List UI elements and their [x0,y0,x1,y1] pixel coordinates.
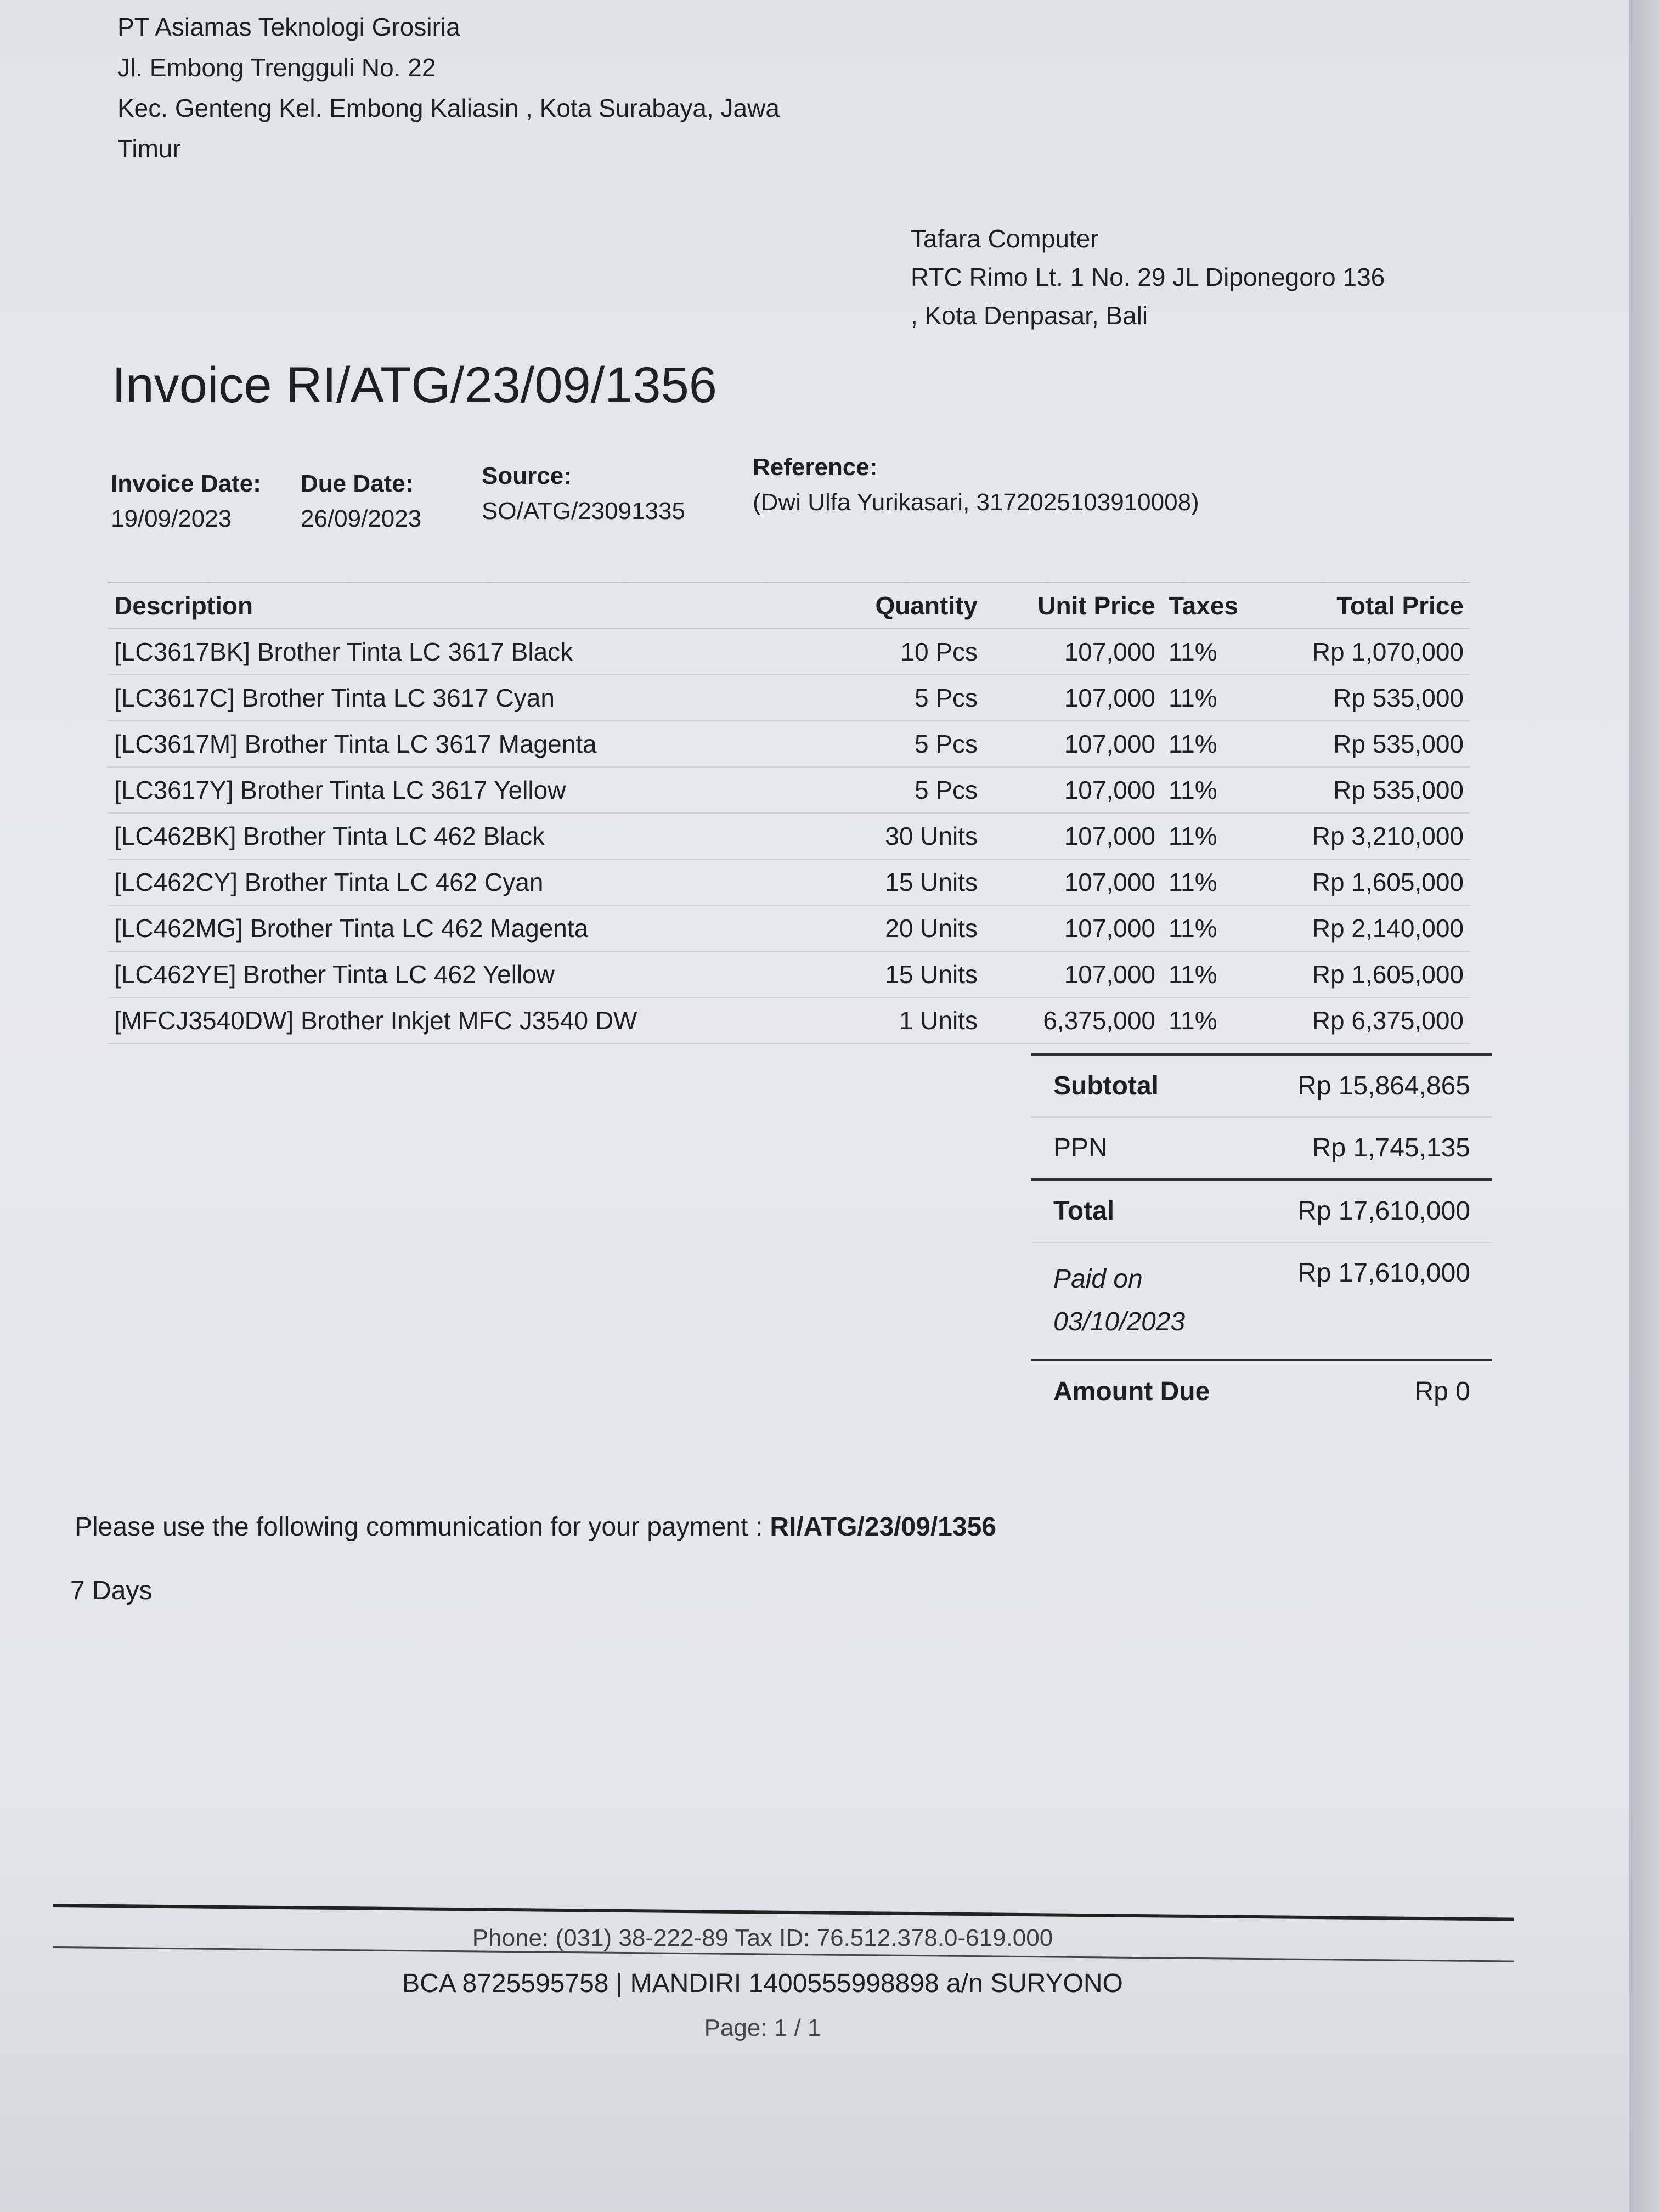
subtotal-row [1031,1056,1492,1118]
source-value: SO/ATG/23091335 [482,498,685,524]
line-tax: 11% [1162,997,1257,1043]
line-unit-price: 107,000 [984,629,1162,675]
line-total: Rp 535,000 [1257,721,1470,767]
invoice-date-value: 19/09/2023 [111,505,232,532]
line-description: [MFCJ3540DW] Brother Inkjet MFC J3540 DW [108,997,817,1043]
table-row [108,721,1470,767]
table-row [108,951,1470,997]
communication-text: Please use the following communication for your payment : [75,1513,770,1542]
paid-label [1053,1258,1185,1344]
line-quantity: 5 Pcs [817,767,984,813]
line-total: Rp 2,140,000 [1257,905,1470,951]
amount-due-label: Amount Due [1053,1377,1210,1406]
line-description: [LC462CY] Brother Tinta LC 462 Cyan [108,859,817,905]
company-street: Jl. Embong Trengguli No. 22 [117,53,436,82]
subtotal-value: Rp 15,864,865 [1297,1071,1470,1101]
line-quantity: 15 Units [817,859,984,905]
due-date-label: Due Date: [301,470,414,497]
line-description: [LC3617BK] Brother Tinta LC 3617 Black [108,629,817,675]
line-tax: 11% [1162,767,1257,813]
line-tax: 11% [1162,629,1257,675]
reference-block [753,450,1199,520]
line-quantity: 10 Pcs [817,629,984,675]
invoice-title: Invoice RI/ATG/23/09/1356 [112,357,717,413]
footer-bank-details: BCA 8725595758 | MANDIRI 1400555998898 a/n SURYONO [402,1969,1123,1998]
line-total: Rp 535,000 [1257,767,1470,813]
line-unit-price: 107,000 [984,813,1162,859]
amount-due-value: Rp 0 [1414,1377,1470,1406]
due-date-value: 26/09/2023 [301,505,422,532]
line-quantity: 20 Units [817,905,984,951]
invoice-lines-table [108,582,1470,1044]
line-quantity: 1 Units [817,997,984,1043]
totals-block [1031,1053,1492,1422]
line-quantity: 15 Units [817,951,984,997]
subtotal-label: Subtotal [1053,1071,1159,1101]
line-unit-price: 107,000 [984,859,1162,905]
line-total: Rp 1,070,000 [1257,629,1470,675]
col-taxes: Taxes [1162,583,1257,629]
line-tax: 11% [1162,905,1257,951]
line-unit-price: 107,000 [984,905,1162,951]
client-street: RTC Rimo Lt. 1 No. 29 JL Diponegoro 136 [911,263,1385,291]
line-description: [LC462BK] Brother Tinta LC 462 Black [108,813,817,859]
line-unit-price: 107,000 [984,675,1162,721]
company-address [117,7,780,169]
amount-due-row [1031,1361,1492,1422]
line-quantity: 5 Pcs [817,675,984,721]
line-unit-price: 107,000 [984,951,1162,997]
client-city: , Kota Denpasar, Bali [911,301,1148,330]
line-quantity: 5 Pcs [817,721,984,767]
line-unit-price: 107,000 [984,767,1162,813]
table-row [108,997,1470,1043]
source-block [482,459,685,529]
payment-communication [75,1512,996,1542]
paid-on-label: Paid on [1053,1265,1143,1294]
ppn-label: PPN [1053,1133,1108,1163]
paper-edge [1629,0,1659,2212]
line-description: [LC3617C] Brother Tinta LC 3617 Cyan [108,675,817,721]
client-name: Tafara Computer [911,224,1099,253]
line-total: Rp 3,210,000 [1257,813,1470,859]
line-tax: 11% [1162,813,1257,859]
ppn-value: Rp 1,745,135 [1312,1133,1470,1163]
table-row [108,629,1470,675]
ppn-row [1031,1118,1492,1181]
line-unit-price: 107,000 [984,721,1162,767]
total-row [1031,1181,1492,1243]
footer-page-number: Page: 1 / 1 [704,2015,821,2041]
col-total-price: Total Price [1257,583,1470,629]
table-row [108,813,1470,859]
company-district: Kec. Genteng Kel. Embong Kaliasin , Kota Surabaya, Jawa [117,94,780,122]
line-total: Rp 1,605,000 [1257,951,1470,997]
line-quantity: 30 Units [817,813,984,859]
paid-date: 03/10/2023 [1053,1307,1186,1336]
reference-label: Reference: [753,454,878,481]
company-name: PT Asiamas Teknologi Grosiria [117,13,460,41]
payment-terms: 7 Days [70,1576,153,1605]
invoice-date-block [111,466,261,537]
line-description: [LC3617M] Brother Tinta LC 3617 Magenta [108,721,817,767]
total-value: Rp 17,610,000 [1297,1197,1470,1226]
paid-row [1031,1243,1492,1361]
line-total: Rp 6,375,000 [1257,997,1470,1043]
line-description: [LC462YE] Brother Tinta LC 462 Yellow [108,951,817,997]
due-date-block [301,466,421,537]
line-tax: 11% [1162,721,1257,767]
line-tax: 11% [1162,859,1257,905]
line-description: [LC462MG] Brother Tinta LC 462 Magenta [108,905,817,951]
line-total: Rp 535,000 [1257,675,1470,721]
reference-value: (Dwi Ulfa Yurikasari, 3172025103910008) [753,489,1199,516]
footer-contact: Phone: (031) 38-222-89 Tax ID: 76.512.378.0-619.000 [472,1925,1053,1951]
line-unit-price: 6,375,000 [984,997,1162,1043]
table-row [108,905,1470,951]
line-description: [LC3617Y] Brother Tinta LC 3617 Yellow [108,767,817,813]
line-tax: 11% [1162,675,1257,721]
total-label: Total [1053,1197,1115,1226]
line-total: Rp 1,605,000 [1257,859,1470,905]
col-quantity: Quantity [817,583,984,629]
table-row [108,859,1470,905]
client-address [911,219,1385,335]
table-row [108,767,1470,813]
invoice-date-label: Invoice Date: [111,470,261,497]
table-header-row [108,583,1470,629]
col-unit-price: Unit Price [984,583,1162,629]
table-row [108,675,1470,721]
paid-value: Rp 17,610,000 [1297,1259,1470,1288]
communication-ref: RI/ATG/23/09/1356 [770,1513,996,1542]
company-province: Timur [117,134,181,163]
col-description: Description [108,583,817,629]
line-tax: 11% [1162,951,1257,997]
source-label: Source: [482,462,572,489]
